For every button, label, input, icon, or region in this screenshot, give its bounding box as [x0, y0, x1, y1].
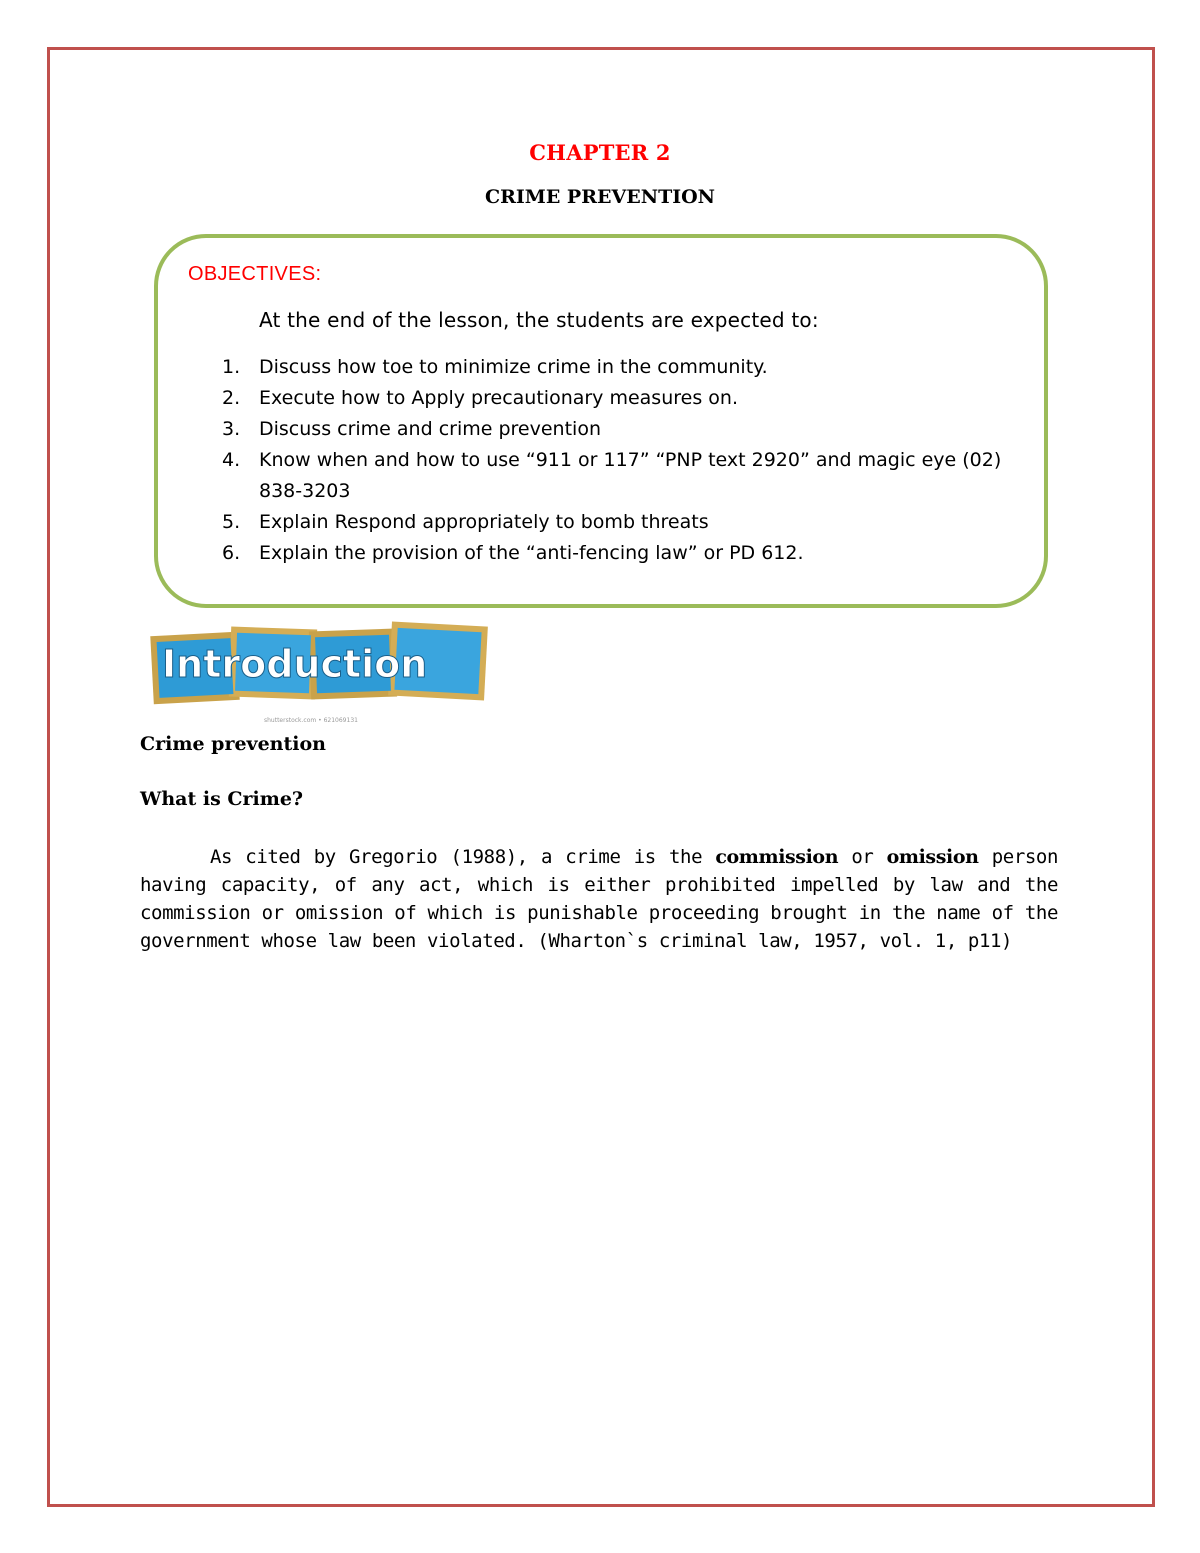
objective-number: 5. — [222, 511, 241, 533]
objective-text: Explain Respond appropriately to bomb threats — [259, 511, 709, 533]
objective-text: Discuss how toe to minimize crime in the community. — [259, 356, 768, 378]
objectives-list — [222, 352, 1022, 569]
objective-text: Explain the provision of the “anti-fencing law” or PD 612. — [259, 542, 804, 564]
section-subheading: What is Crime? — [140, 788, 304, 810]
chapter-title: CRIME PREVENTION — [484, 186, 716, 208]
objective-text: Execute how to Apply precautionary measures on. — [259, 387, 738, 409]
objectives-intro: At the end of the lesson, the students are expected to: — [259, 308, 819, 332]
paragraph-bold-term: commission — [715, 846, 839, 868]
objective-item — [222, 445, 1022, 507]
introduction-banner — [146, 620, 496, 725]
paragraph-bold-term: omission — [886, 846, 979, 868]
objective-number: 1. — [222, 356, 241, 378]
objective-item — [222, 352, 1022, 383]
banner-text: Introduction — [162, 642, 428, 686]
paragraph-text: or — [838, 846, 887, 868]
objective-text: Discuss crime and crime prevention — [259, 418, 601, 440]
body-paragraph — [140, 843, 1058, 955]
paragraph-text: person having capacity, of any act, which is either prohibited impelled by law and the commission or omission of which is punishable proceeding brought in the name of the government whose law been violated. (Wharton`s criminal law, 1957, vol. 1, p11) — [140, 846, 1058, 952]
objective-item — [222, 507, 1022, 538]
objectives-heading: OBJECTIVES: — [188, 263, 322, 285]
objective-number: 3. — [222, 418, 241, 440]
section-heading: Crime prevention — [140, 733, 326, 755]
objective-item — [222, 538, 1022, 569]
objective-number: 4. — [222, 449, 241, 471]
objective-number: 6. — [222, 542, 241, 564]
objective-item — [222, 414, 1022, 445]
banner-watermark: shutterstock.com • 621069131 — [264, 717, 358, 724]
objective-text: Know when and how to use “911 or 117” “PNP text 2920” and magic eye (02) 838-3203 — [259, 449, 1002, 502]
objective-number: 2. — [222, 387, 241, 409]
paragraph-text: As cited by Gregorio (1988), a crime is the — [210, 846, 716, 868]
objective-item — [222, 383, 1022, 414]
chapter-label: CHAPTER 2 — [529, 140, 671, 165]
